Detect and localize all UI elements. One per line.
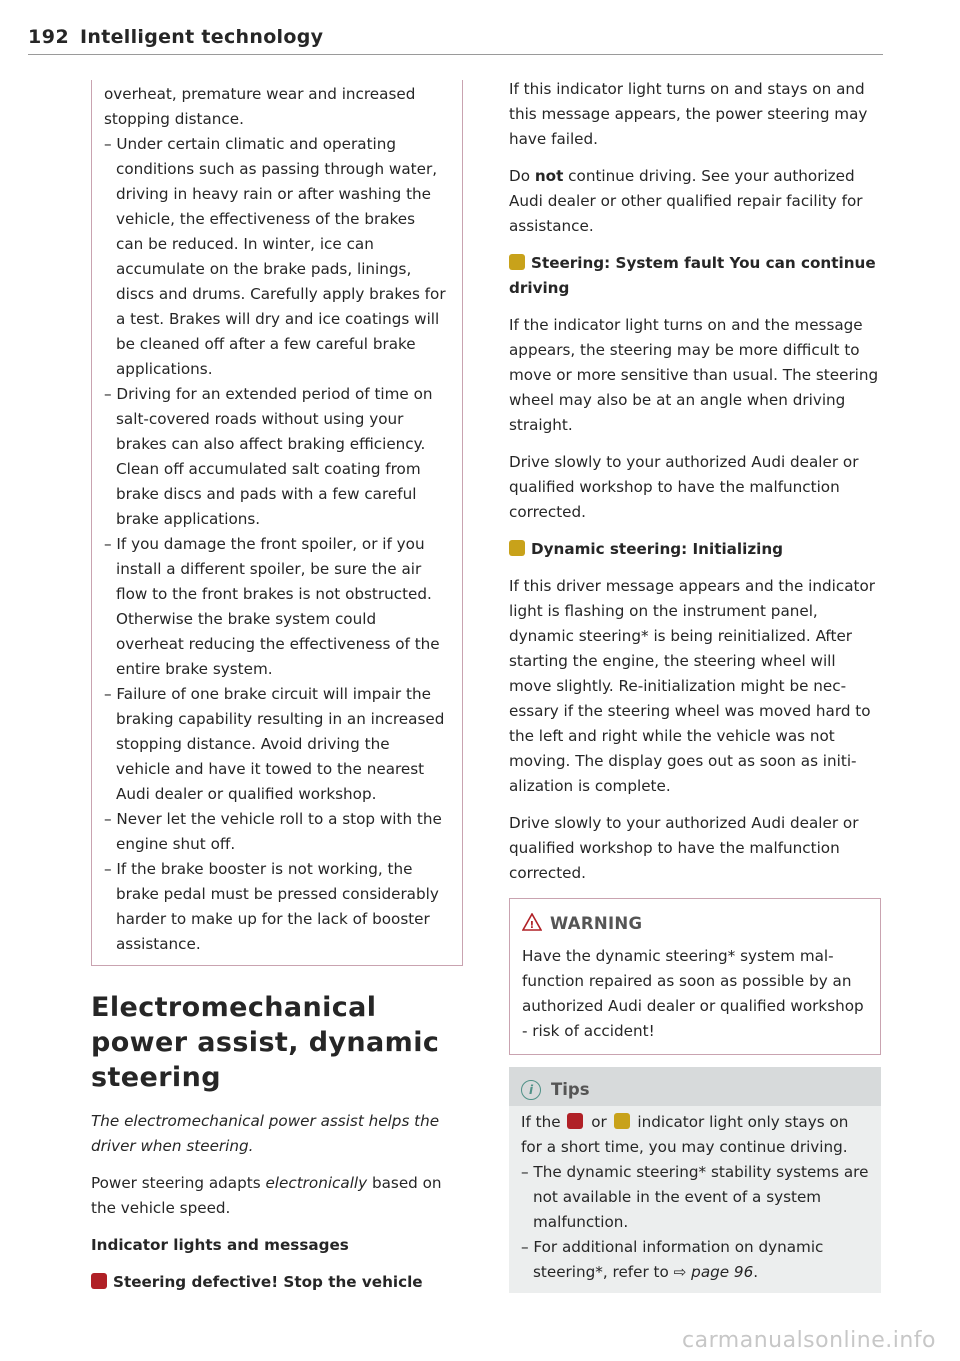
warning-title: WARNING xyxy=(550,914,643,933)
paragraph-initializing: If this driver message appears and the indicator light is flashing on the instrument panel, dynamic steering* is being reinitialized. After starting the engine, the steering wheel will move slightly. Re-initialization might be necessary if the steering wheel was moved hard to the left and right while the vehicle was not moving. The display goes out as soon as initialization is complete. xyxy=(509,577,876,795)
box-item-6: – If the brake booster is not working, the brake pedal must be pressed considerably harder to make up for the lack of booster assistance. xyxy=(104,860,439,953)
tips-title: Tips xyxy=(551,1080,590,1099)
warning-box xyxy=(509,898,881,1055)
indicator-system-fault xyxy=(509,251,881,301)
para1-text-a: Power steering adapts xyxy=(91,1174,266,1192)
tips-title-bar xyxy=(509,1067,881,1106)
info-icon: i xyxy=(521,1080,541,1100)
paragraph-power-steering-failed: If this indicator light turns on and stays on and this message appears, the power steering may have failed. xyxy=(509,80,868,148)
svg-text:!: ! xyxy=(529,920,535,931)
watermark: carmanualsonline.info xyxy=(682,1328,936,1353)
p2-text-b: continue driving. See your authorized Audi dealer or other qualified repair facility for assistance. xyxy=(509,167,863,235)
steering-red-inline-icon xyxy=(567,1113,583,1129)
warning-body xyxy=(509,942,881,1055)
tips-intro xyxy=(521,1110,869,1160)
page-96-link[interactable]: ⇨ page 96 xyxy=(673,1263,754,1281)
section-heading: Electromechanical power assist, dynamic steering xyxy=(91,992,440,1093)
indicator-initializing xyxy=(509,537,881,562)
steering-init-yellow-icon xyxy=(509,540,525,556)
section-lead: The electromechanical power assist helps the driver when steering. xyxy=(91,1112,440,1155)
box-item-5: – Never let the vehicle roll to a stop with the engine shut off. xyxy=(104,810,442,853)
tips-intro-b: indicator light only stays on for a short time, you may continue driving. xyxy=(521,1113,849,1156)
page-number: 192 xyxy=(28,26,70,48)
tips-intro-or: or xyxy=(586,1113,612,1131)
tips-item2-b: . xyxy=(753,1263,759,1281)
steering-yellow-inline-icon xyxy=(614,1113,630,1129)
paragraph-do-not-drive xyxy=(509,164,881,239)
indicator3-label: Dynamic steering: Initializing xyxy=(531,540,784,558)
indicator-subheading: Indicator lights and messages xyxy=(91,1236,349,1254)
page-header xyxy=(28,22,883,55)
p2-bold: not xyxy=(534,167,564,185)
warning-continuation-box xyxy=(91,80,463,966)
indicator2-label: Steering: System fault You can continue driving xyxy=(509,254,876,297)
box-item-4: – Failure of one brake circuit will impair the braking capability resulting in an increased stopping distance. Avoid driving the vehicle and have it towed to the nearest Audi dealer or qualified workshop. xyxy=(104,685,445,803)
left-column xyxy=(91,80,463,1307)
paragraph-drive-slowly-1: Drive slowly to your authorized Audi dealer or qualified workshop to have the malfunction corrected. xyxy=(509,453,859,521)
indicator-steering-defective xyxy=(91,1270,463,1295)
box-item-3: – If you damage the front spoiler, or if you install a different spoiler, be sure the air flow to the front brakes is not obstructed. Otherwise the brake system could overheat reducing the effectiveness of the entire brake system. xyxy=(104,535,440,678)
tips-item-2 xyxy=(521,1235,869,1285)
steering-warning-yellow-icon xyxy=(509,254,525,270)
indicator1-label: Steering defective! Stop the vehicle xyxy=(113,1273,423,1291)
right-column xyxy=(509,77,881,1293)
box-item-2: – Driving for an extended period of time on salt-covered roads without using your brakes can also affect braking efficiency. Clean off accumulated salt coating from brake discs and pads with a few careful brake applications. xyxy=(104,385,433,528)
tips-item-1: – The dynamic steering* stability systems are not available in the event of a system malfunction. xyxy=(521,1163,869,1231)
tips-item2-a: – For additional information on dynamic steering*, refer to xyxy=(521,1238,824,1281)
warning-title-bar xyxy=(509,898,881,942)
power-steering-paragraph xyxy=(91,1171,463,1221)
para1-text-b: based on the vehicle speed. xyxy=(91,1174,442,1217)
box-line-0: overheat, premature wear and increased stopping distance. xyxy=(104,85,416,128)
warning-text: Have the dynamic steering* system malfunction repaired as soon as possible by an authorized Audi dealer or qualified workshop - risk of accident! xyxy=(522,947,864,1040)
paragraph-system-fault: If the indicator light turns on and the message appears, the steering may be more difficult to move or more sensitive than usual. The steering wheel may also be at an angle when driving straight. xyxy=(509,316,879,434)
tips-box xyxy=(509,1067,881,1293)
warning-triangle-icon xyxy=(522,913,542,931)
paragraph-drive-slowly-2: Drive slowly to your authorized Audi dealer or qualified workshop to have the malfunction corrected. xyxy=(509,814,859,882)
box-item-1: – Under certain climatic and operating conditions such as passing through water, driving in heavy rain or after washing the vehicle, the effectiveness of the brakes can be reduced. In winter, ice can accumulate on the brake pads, linings, discs and drums. Carefully apply brakes for a test. Brakes will dry and ice coatings will be cleaned off after a few careful brake applications. xyxy=(104,135,446,378)
steering-warning-red-icon xyxy=(91,1273,107,1289)
para1-emphasis: electronically xyxy=(265,1174,368,1192)
tips-intro-a: If the xyxy=(521,1113,566,1131)
section-title: Intelligent technology xyxy=(80,26,324,48)
p2-text-a: Do xyxy=(509,167,535,185)
tips-body xyxy=(509,1106,881,1293)
